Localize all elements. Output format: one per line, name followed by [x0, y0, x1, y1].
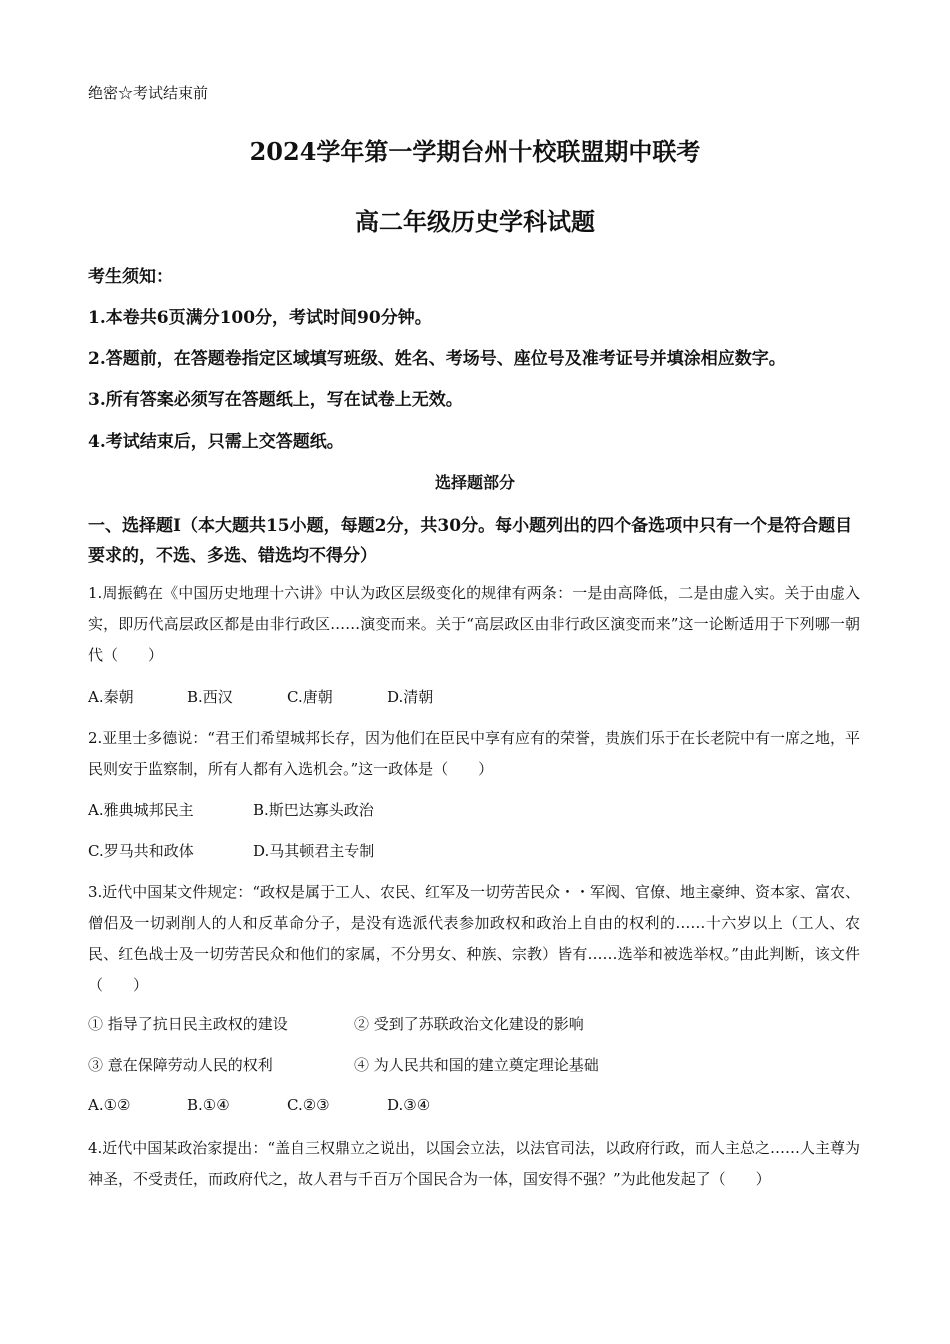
question-1-option-a: A.秦朝: [88, 688, 134, 706]
question-3-option-a: A.①②: [88, 1096, 131, 1114]
question-3-option-b: B.①④: [187, 1096, 230, 1114]
question-3-stem: 3.近代中国某文件规定：“政权是属于工人、农民、红军及一切劳苦民众・・军阀、官僚、地主豪绅、资本家、富农、僧侣及一切剥削人的人和反革命分子，是没有选派代表参加政权和政治上自由的权利的……十六岁以上（工人、农民、红色战士及一切劳苦民众和他们的家属，不分男女、种族、宗教）皆有……选举和被选举权。”由此判断，该文件（ ）: [88, 883, 860, 994]
notice-item: 1.本卷共6页满分100分，考试时间90分钟。: [88, 308, 432, 328]
question-4-stem: 4.近代中国某政治家提出：“盖自三权鼎立之说出，以国会立法，以法官司法，以政府行政，而人主总之……人主尊为神圣，不受责任，而政府代之，故人君与千百万个国民合为一体，国安得不强？”为此他发起了（ ）: [88, 1139, 860, 1188]
question-1-option-c: C.唐朝: [287, 688, 333, 706]
part-instructions: 一、选择题Ⅰ（本大题共15小题，每题2分，共30分。每小题列出的四个备选项中只有一个是符合题目要求的，不选、多选、错选均不得分）: [88, 516, 853, 566]
question-2-option-d: D.马其顿君主专制: [253, 842, 375, 860]
confidential-label: 绝密☆考试结束前: [88, 84, 209, 102]
notice-item: 4.考试结束后，只需上交答题纸。: [88, 432, 344, 452]
exam-title: 2024学年第一学期台州十校联盟期中联考: [249, 137, 701, 166]
question-3-option-c: C.②③: [287, 1096, 330, 1114]
question-3-option-d: D.③④: [387, 1096, 431, 1114]
question-2-option-c: C.罗马共和政体: [88, 842, 194, 860]
question-2-option-a: A.雅典城邦民主: [88, 801, 194, 819]
question-1-option-b: B.西汉: [187, 688, 233, 706]
question-1-option-d: D.清朝: [387, 688, 434, 706]
question-2-stem: 2.亚里士多德说：“君王们希望城邦长存，因为他们在臣民中享有应有的荣誉，贵族们乐于在长老院中有一席之地，平民则安于监察制，所有人都有入选机会。”这一政体是（ ）: [88, 729, 860, 778]
question-3-statement: ③ 意在保障劳动人民的权利: [88, 1056, 273, 1074]
notice-title: 考生须知：: [88, 267, 173, 287]
question-3-statement: ④ 为人民共和国的建立奠定理论基础: [354, 1056, 599, 1074]
notice-item: 3.所有答案必须写在答题纸上，写在试卷上无效。: [88, 390, 463, 410]
notice-item: 2.答题前，在答题卷指定区域填写班级、姓名、考场号、座位号及准考证号并填涂相应数字。: [88, 349, 786, 369]
question-1-stem: 1.周振鹤在《中国历史地理十六讲》中认为政区层级变化的规律有两条：一是由高降低，二是由虚入实。关于由虚入实，即历代高层政区都是由非行政区……演变而来。关于“高层政区由非行政区演变而来”这一论断适用于下列哪一朝代（ ）: [88, 584, 860, 664]
question-3-statement: ② 受到了苏联政治文化建设的影响: [354, 1015, 584, 1033]
exam-subtitle: 高二年级历史学科试题: [355, 207, 595, 236]
section-label: 选择题部分: [434, 473, 515, 492]
question-2-option-b: B.斯巴达寡头政治: [253, 801, 374, 819]
question-3-statement: ① 指导了抗日民主政权的建设: [88, 1015, 288, 1033]
